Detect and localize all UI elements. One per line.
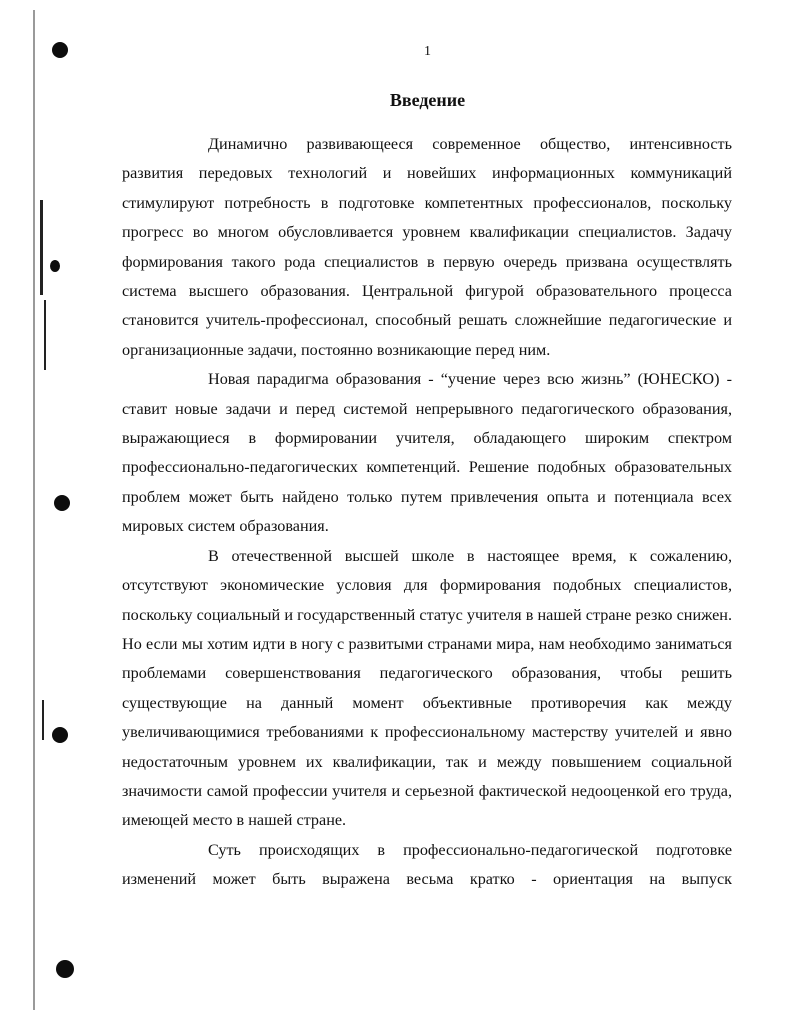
paragraph-3: В отечественной высшей школе в настоящее время, к сожалению, отсутствуют экономические условия для формирования подобных специалистов, поскольку социальный и государственный статус учителя в нашей стране резко снижен. Но если мы хотим идти в ногу с развитыми странами мира, нам необходимо заниматься проблемами совершенствования педагогического образования, чтобы решить существующие на данный момент объективные противоречия как между увеличивающимися требованиями к профессиональному мастерству учителей и явно недостаточным уровнем их квалификации, так и между повышением социальной значимости самой профессии учителя и серьезной фактической недооценкой его труда, имеющей место в нашей стране. xyxy=(122,546,732,830)
scan-edge-mark xyxy=(42,700,44,740)
punch-hole xyxy=(50,260,60,272)
punch-hole xyxy=(52,727,68,743)
punch-hole xyxy=(56,960,74,978)
section-title: Введение xyxy=(389,90,466,110)
page-number: 1 xyxy=(424,44,431,59)
punch-hole xyxy=(52,42,68,58)
scan-edge-line xyxy=(33,10,35,1010)
scan-edge-mark xyxy=(40,200,43,295)
punch-hole xyxy=(54,495,70,511)
paragraph-1: Динамично развивающееся современное общество, интенсивность развития передовых технологий и новейших информационных коммуникаций стимулируют потребность в подготовке компетентных профессионалов, поскольку прогресс во многом обусловливается уровнем квалификации специалистов. Задачу формирования такого рода специалистов в первую очередь призвана осуществлять система высшего образования. Центральной фигурой образовательного процесса становится учитель-профессионал, способный решать сложнейшие педагогические и организационные задачи, постоянно возникающие перед ним. xyxy=(122,135,732,359)
scan-edge-mark xyxy=(44,300,46,370)
paragraph-2: Новая парадигма образования - “учение через всю жизнь” (ЮНЕСКО) - ставит новые задачи и перед системой непрерывного педагогического образования, выражающиеся в формировании учителя, обладающего широким спектром профессионально-педагогических компетенций. Решение подобных образовательных проблем может быть найдено только путем привлечения опыта и потенциала всех мировых систем образования. xyxy=(122,370,732,536)
paragraph-4: Суть происходящих в профессионально-педагогической подготовке изменений может быть выражена весьма кратко - ориентация на выпуск xyxy=(122,840,732,889)
body-text xyxy=(122,130,732,895)
